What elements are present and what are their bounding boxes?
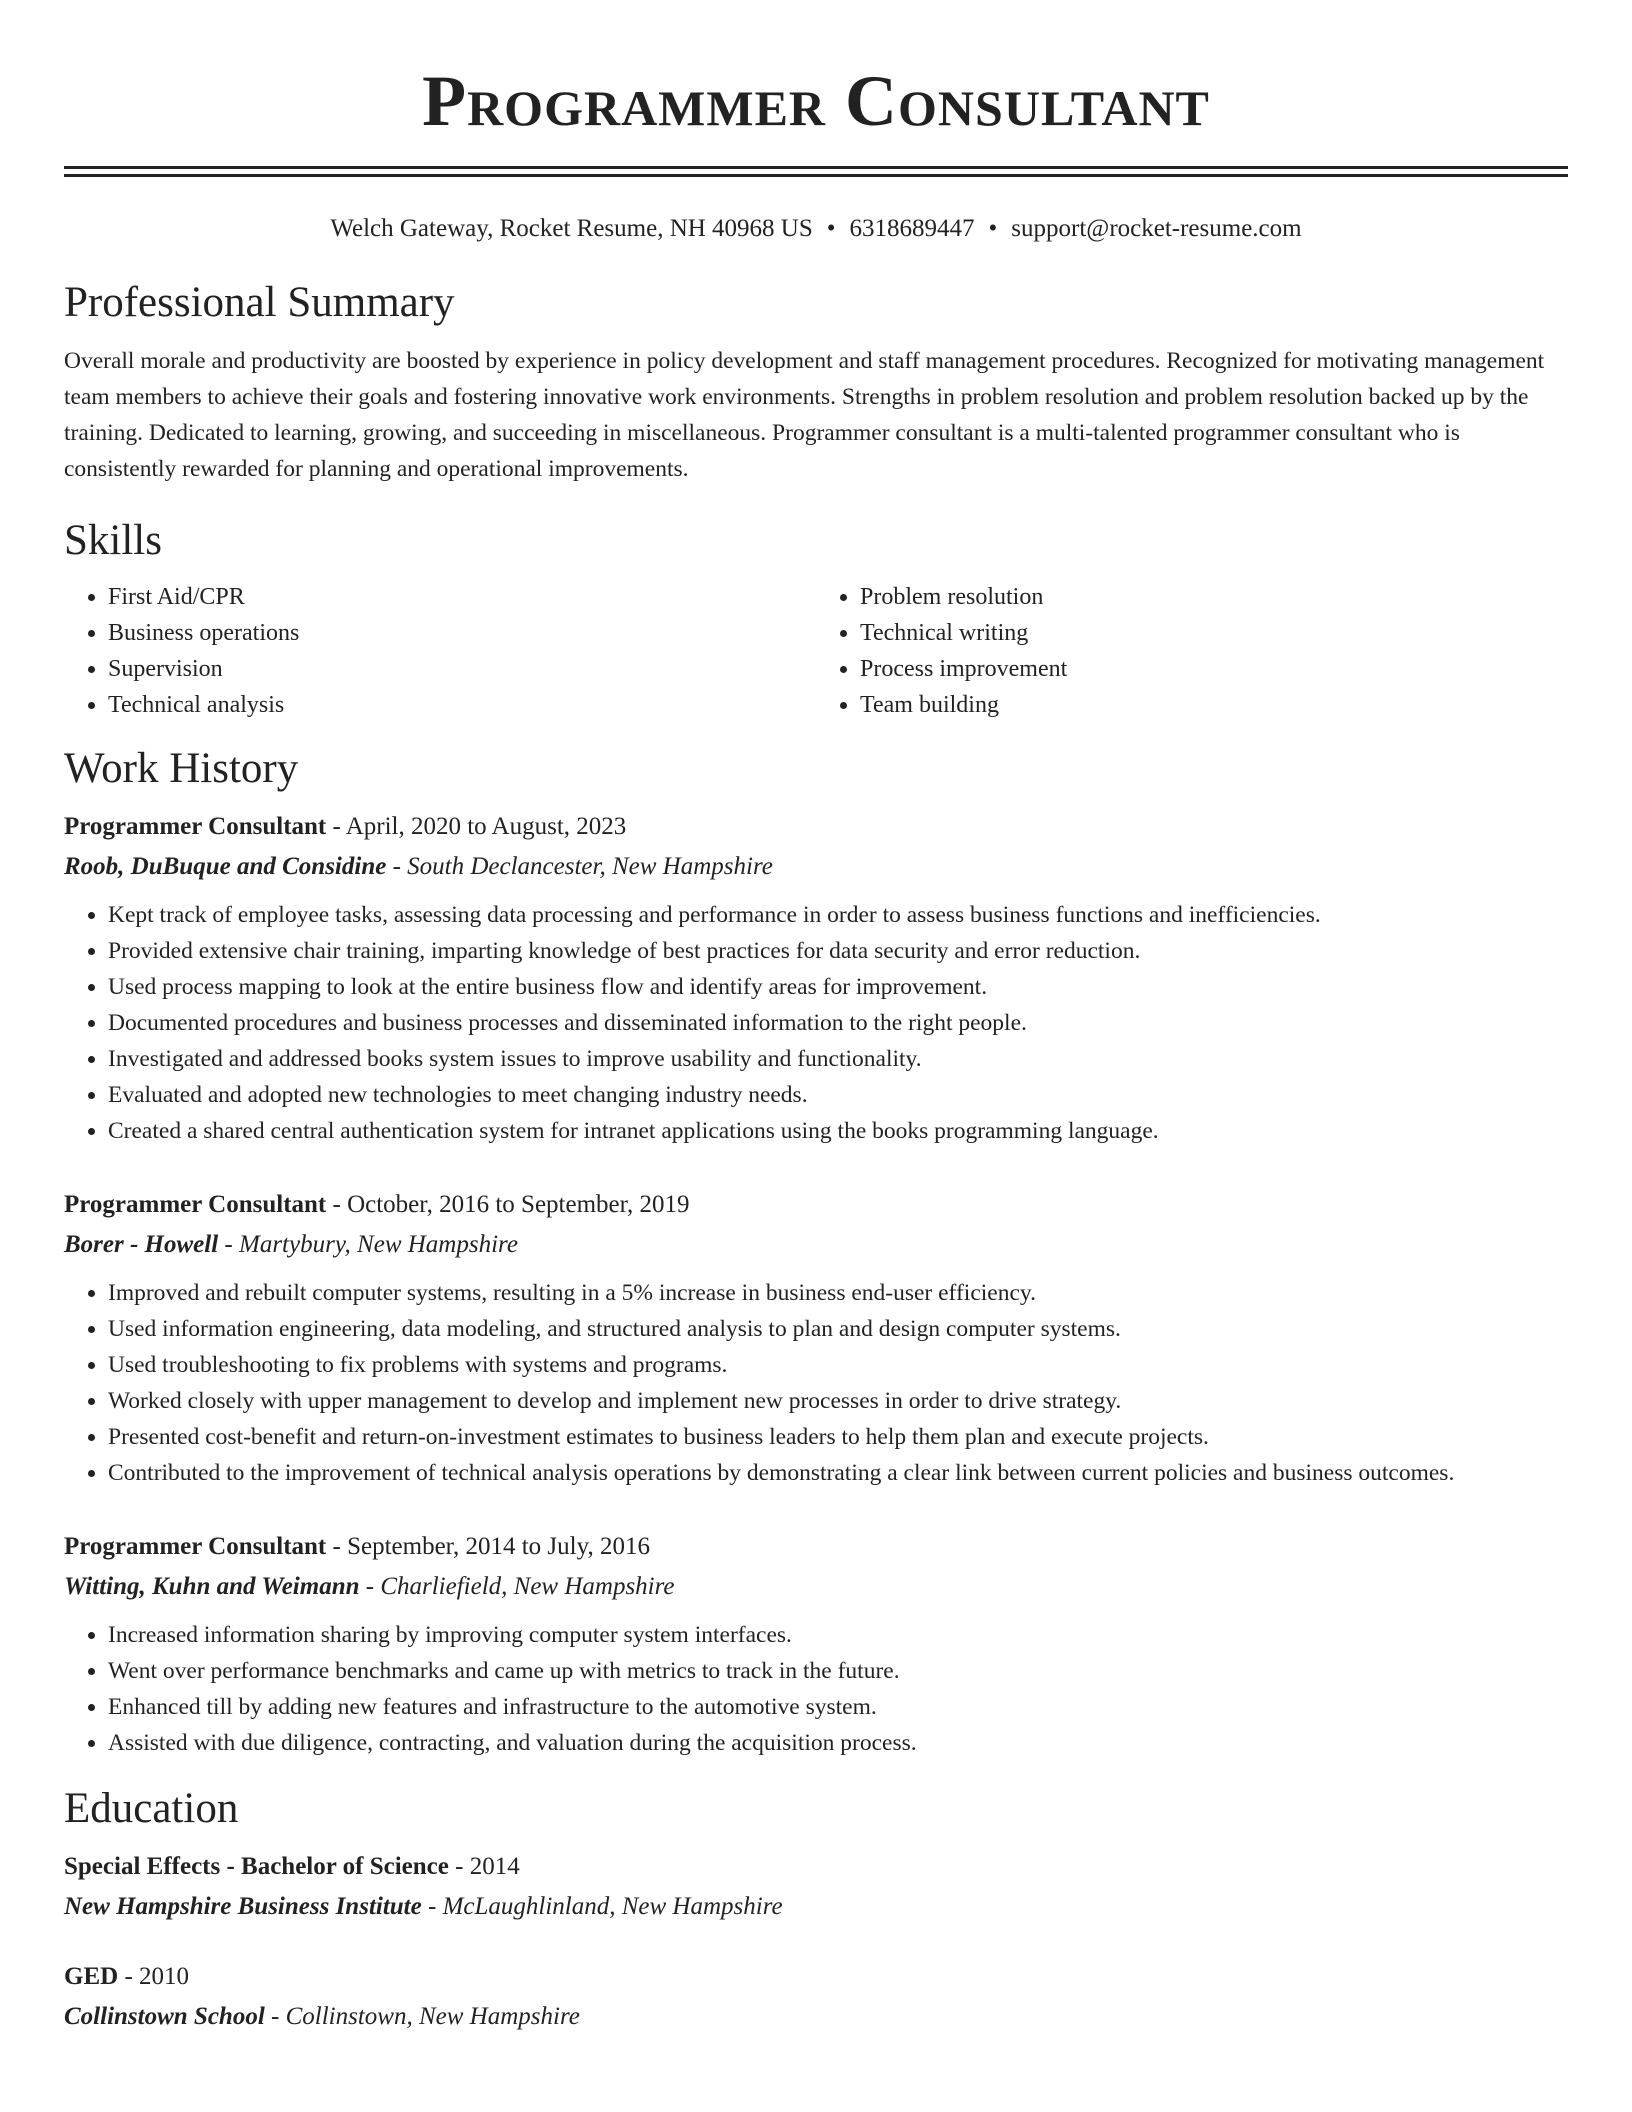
education-heading: Education: [64, 1785, 239, 1832]
job-bullet: • Contributed to the improvement of technical analysis operations by demonstrating a clear link between current policies and business outcomes.: [108, 1455, 1568, 1491]
skill-item: • Process improvement: [860, 651, 1568, 687]
degree-line: GED - 2010: [64, 1963, 190, 1990]
work-history-section: [64, 743, 1568, 1761]
job-bullet: • Kept track of employee tasks, assessing data processing and performance in order to assess business functions and inefficiencies.: [108, 897, 1568, 933]
employer-name: Borer - Howell: [64, 1231, 219, 1258]
job-entry: [64, 1527, 1568, 1761]
school-location: Collinstown, New Hampshire: [285, 2003, 580, 2030]
job-bullet: • Used troubleshooting to fix problems with systems and programs.: [108, 1347, 1568, 1383]
contact-line: [64, 213, 1568, 245]
job-bullets: [64, 897, 1568, 1149]
job-bullet: • Worked closely with upper management to develop and implement new processes in order to drive strategy.: [108, 1383, 1568, 1419]
employer-line: Roob, DuBuque and Considine - South Declancester, New Hampshire: [64, 853, 773, 880]
job-bullet: • Used information engineering, data modeling, and structured analysis to plan and design computer systems.: [108, 1311, 1568, 1347]
job-title: Programmer Consultant: [64, 1191, 327, 1218]
job-entry: [64, 807, 1568, 1149]
employer-name: Roob, DuBuque and Considine: [64, 853, 387, 880]
title-double-rule: [64, 166, 1568, 177]
skills-section: [64, 515, 1568, 723]
skill-item: • Technical writing: [860, 615, 1568, 651]
employer-location: Martybury, New Hampshire: [239, 1231, 518, 1258]
school-name: New Hampshire Business Institute: [64, 1893, 422, 1920]
job-bullets: [64, 1617, 1568, 1761]
job-title-line: Programmer Consultant - October, 2016 to September, 2019: [64, 1191, 690, 1218]
job-bullet: • Went over performance benchmarks and came up with metrics to track in the future.: [108, 1653, 1568, 1689]
skill-item: • Supervision: [108, 651, 816, 687]
contact-separator: •: [826, 215, 836, 242]
employer-location: South Declancester, New Hampshire: [407, 853, 773, 880]
job-bullet: • Created a shared central authentication system for intranet applications using the books programming language.: [108, 1113, 1568, 1149]
job-bullet: • Provided extensive chair training, imparting knowledge of best practices for data security and error reduction.: [108, 933, 1568, 969]
education-entry: [64, 1847, 1568, 1927]
job-title-line: Programmer Consultant - September, 2014 to July, 2016: [64, 1533, 650, 1560]
job-title: Programmer Consultant: [64, 813, 327, 840]
job-title-line: Programmer Consultant - April, 2020 to August, 2023: [64, 813, 627, 840]
school-location: McLaughlinland, New Hampshire: [442, 1893, 783, 1920]
school-line: Collinstown School - Collinstown, New Hampshire: [64, 2003, 580, 2030]
job-entry: [64, 1185, 1568, 1491]
contact-address: Welch Gateway, Rocket Resume, NH 40968 US: [330, 215, 813, 242]
job-bullet: • Increased information sharing by improving computer system interfaces.: [108, 1617, 1568, 1653]
contact-phone: 6318689447: [849, 215, 975, 242]
employer-line: Witting, Kuhn and Weimann - Charliefield, New Hampshire: [64, 1573, 675, 1600]
school-name: Collinstown School: [64, 2003, 265, 2030]
summary-heading: Professional Summary: [64, 279, 455, 326]
job-dates: April, 2020 to August, 2023: [345, 813, 627, 840]
job-bullet: • Investigated and addressed books system issues to improve usability and functionality.: [108, 1041, 1568, 1077]
skills-heading: Skills: [64, 517, 162, 564]
job-title: Programmer Consultant: [64, 1533, 327, 1560]
skill-item: • First Aid/CPR: [108, 579, 816, 615]
job-bullet: • Evaluated and adopted new technologies to meet changing industry needs.: [108, 1077, 1568, 1113]
job-bullet: • Enhanced till by adding new features and infrastructure to the automotive system.: [108, 1689, 1568, 1725]
skills-right-column: [816, 579, 1568, 723]
skill-item: • Problem resolution: [860, 579, 1568, 615]
job-bullet: • Improved and rebuilt computer systems, resulting in a 5% increase in business end-user efficiency.: [108, 1275, 1568, 1311]
school-line: New Hampshire Business Institute - McLaughlinland, New Hampshire: [64, 1893, 783, 1920]
summary-text: Overall morale and productivity are boosted by experience in policy development and staff management procedures. Recognized for motivating management team members to achieve their goals and fostering innovative work environments. Strengths in problem resolution and problem resolution backed up by the training. Dedicated to learning, growing, and succeeding in miscellaneous. Programmer consultant is a multi-talented programmer consultant who is consistently rewarded for planning and operational improvements.: [64, 348, 1545, 482]
skills-grid: [64, 579, 1568, 723]
contact-email: support@rocket-resume.com: [1011, 215, 1302, 242]
education-section: [64, 1783, 1568, 2037]
education-entry: [64, 1957, 1568, 2037]
contact-separator: •: [988, 215, 998, 242]
degree-year: 2014: [469, 1853, 520, 1880]
work-history-heading: Work History: [64, 745, 299, 792]
employer-line: Borer - Howell - Martybury, New Hampshire: [64, 1231, 518, 1258]
skill-item: • Business operations: [108, 615, 816, 651]
degree-name: Special Effects - Bachelor of Science: [64, 1853, 449, 1880]
job-dates: October, 2016 to September, 2019: [347, 1191, 690, 1218]
degree-name: GED: [64, 1963, 119, 1990]
job-bullet: • Used process mapping to look at the entire business flow and identify areas for improvement.: [108, 969, 1568, 1005]
skill-item: • Technical analysis: [108, 687, 816, 723]
employer-name: Witting, Kuhn and Weimann: [64, 1573, 360, 1600]
employer-location: Charliefield, New Hampshire: [380, 1573, 675, 1600]
skills-left-column: [64, 579, 816, 723]
job-bullet: • Documented procedures and business processes and disseminated information to the right people.: [108, 1005, 1568, 1041]
summary-section: [64, 277, 1568, 487]
degree-line: Special Effects - Bachelor of Science - 2014: [64, 1853, 520, 1880]
page-title: Programmer Consultant: [422, 61, 1210, 141]
job-bullet: • Presented cost-benefit and return-on-investment estimates to business leaders to help them plan and execute projects.: [108, 1419, 1568, 1455]
job-bullets: [64, 1275, 1568, 1491]
job-dates: September, 2014 to July, 2016: [347, 1533, 650, 1560]
degree-year: 2010: [139, 1963, 190, 1990]
job-bullet: • Assisted with due diligence, contracting, and valuation during the acquisition process.: [108, 1725, 1568, 1761]
skill-item: • Team building: [860, 687, 1568, 723]
